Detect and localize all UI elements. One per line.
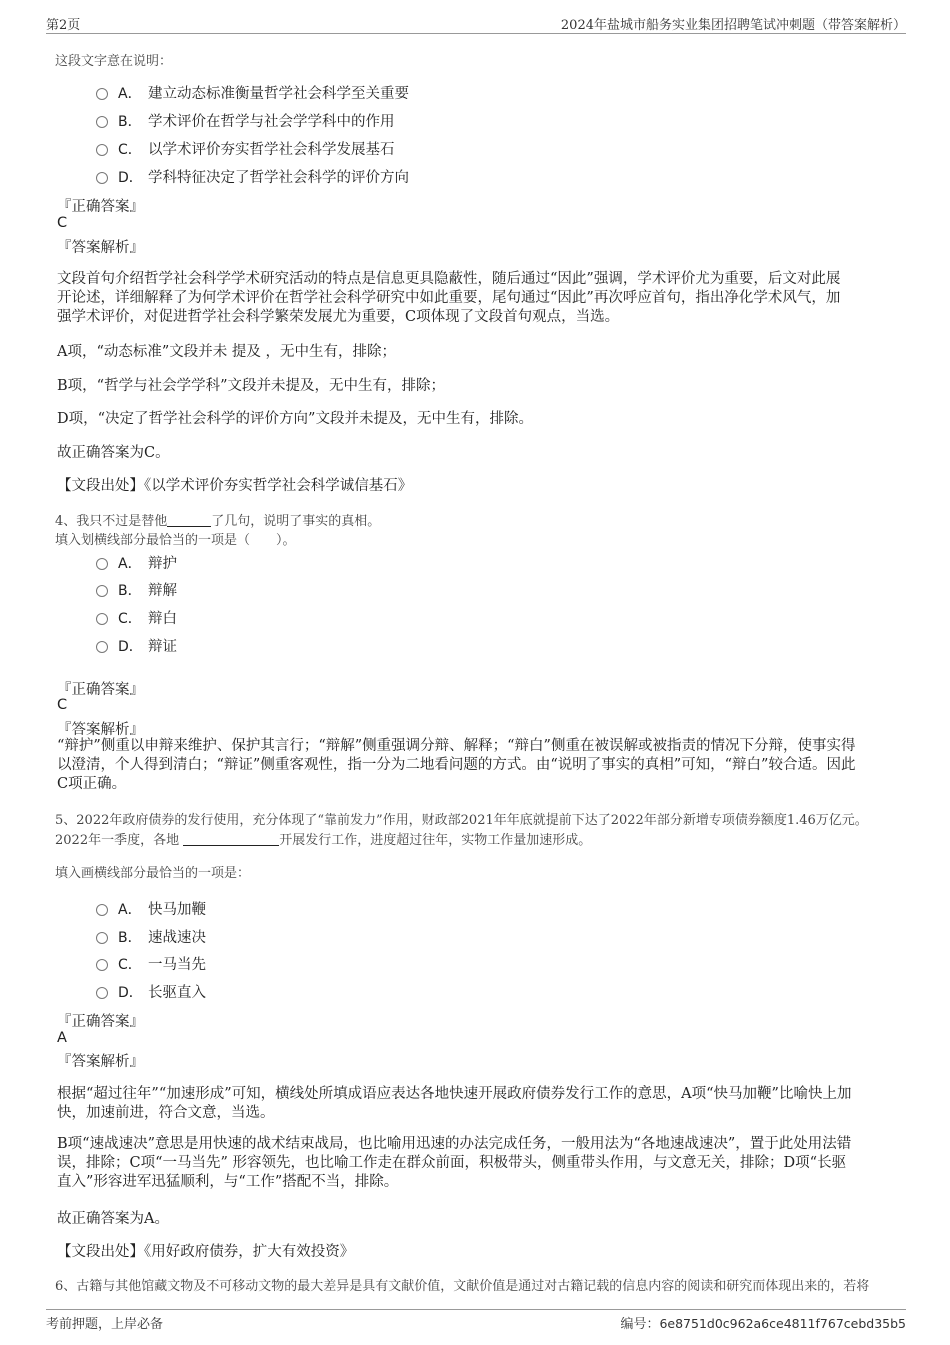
radio-icon[interactable] — [96, 172, 108, 184]
q5-option-a[interactable]: A． 快马加鞭 — [96, 898, 206, 919]
q4-option-a[interactable]: A． 辩护 — [96, 552, 177, 573]
q4-instruction: 填入划横线部分最恰当的一项是（ ）。 — [55, 533, 296, 548]
q3-answer: C — [57, 215, 68, 231]
q3-analysis-a: A项，“动态标准”文段并未 提及 ，无中生有，排除； — [57, 344, 397, 360]
q5-source: 【文段出处】《用好政府债券，扩大有效投资》 — [57, 1244, 355, 1260]
q5-stem-line2: 2022年一季度，各地 开展发行工作，进度超过往年，实物工作量加速形成。 — [55, 833, 592, 848]
q5-option-d[interactable]: D． 长驱直入 — [96, 981, 206, 1002]
q5-conclusion: 故正确答案为A。 — [57, 1211, 169, 1227]
radio-icon[interactable] — [96, 585, 108, 597]
q4-option-d[interactable]: D． 辩证 — [96, 635, 177, 656]
radio-icon[interactable] — [96, 116, 108, 128]
q5-analysis-label: 『答案解析』 — [57, 1054, 144, 1070]
q5-answer-label: 『正确答案』 — [57, 1014, 144, 1030]
q5-analysis-paragraph-2: B项“速战速决”意思是用快速的战术结束战局，也比喻用迅速的办法完成任务，一般用法为“各地速战速决”，置于此处用法错 误，排除；C项“一马当先” 形容领先，也比喻工作走在群众前面，积极带头，侧重带头作用，与文意无关，排除；D项“长驱 直入”形容进军迅猛顺利，与“工作”搭配不当，排除。 — [57, 1136, 852, 1190]
q4-option-b[interactable]: B． 辩解 — [96, 579, 177, 600]
radio-icon[interactable] — [96, 959, 108, 971]
page-number: 第2页 — [46, 18, 81, 33]
q3-answer-label: 『正确答案』 — [57, 199, 144, 215]
q3-option-c[interactable]: C． 以学术评价夯实哲学社会科学发展基石 — [96, 138, 395, 159]
q4-option-c[interactable]: C． 辩白 — [96, 607, 177, 628]
q3-conclusion: 故正确答案为C。 — [57, 445, 170, 461]
q5-option-b[interactable]: B． 速战速决 — [96, 926, 206, 947]
document-code: 编号：6e8751d0c962a6ce4811f767cebd35b5 — [620, 1316, 906, 1332]
q3-option-d[interactable]: D． 学科特征决定了哲学社会科学的评价方向 — [96, 166, 409, 187]
q4-analysis-label: 『答案解析』 — [57, 722, 144, 738]
q4-analysis-paragraph: “辩护”侧重以申辩来维护、保护其言行；“辩解”侧重强调分辩、解释；“辩白”侧重在被误解或被指责的情况下分辩，使事实得 以澄清，个人得到清白；“辩证”侧重客观性，指一分为二地看问题的方式。由“说明了事实的真相”可知，“辩白”较合适。因此 C项正确。 — [57, 738, 856, 792]
q3-analysis-paragraph: 文段首句介绍哲学社会科学学术研究活动的特点是信息更具隐蔽性，随后通过“因此”强调，学术评价尤为重要，后文对此展 开论述，详细解释了为何学术评价在哲学社会科学研究中如此重要，尾句通过“因此”再次呼应首句，指出净化学术风气，加 强学术评价，对促进哲学社会科学繁荣发展尤为重要，C项体现了文段首句观点，当选。 — [57, 271, 841, 325]
q4-answer-label: 『正确答案』 — [57, 682, 144, 698]
radio-icon[interactable] — [96, 613, 108, 625]
fill-blank — [183, 831, 279, 846]
q3-option-b[interactable]: B． 学术评价在哲学与社会学学科中的作用 — [96, 110, 395, 131]
q3-analysis-b: B项，“哲学与社会学学科”文段并未提及，无中生有，排除； — [57, 378, 445, 394]
q3-analysis-d: D项，“决定了哲学社会科学的评价方向”文段并未提及，无中生有，排除。 — [57, 411, 533, 427]
radio-icon[interactable] — [96, 144, 108, 156]
document-title: 2024年盐城市船务实业集团招聘笔试冲刺题（带答案解析） — [560, 18, 906, 33]
q5-answer: A — [57, 1030, 67, 1046]
radio-icon[interactable] — [96, 558, 108, 570]
q4-answer: C — [57, 697, 68, 713]
q3-stem: 这段文字意在说明： — [55, 54, 173, 69]
q5-stem-line1: 5、2022年政府债券的发行使用，充分体现了“靠前发力”作用，财政部2021年年底就提前下达了2022年部分新增专项债券额度1.46万亿元。 — [55, 813, 868, 828]
q4-stem: 4、我只不过是替他 了几句，说明了事实的真相。 — [55, 514, 381, 529]
q6-stem-line1: 6、古籍与其他馆藏文物及不可移动文物的最大差异是具有文献价值，文献价值是通过对古籍记载的信息内容的阅读和研究而体现出来的，若将 — [55, 1279, 870, 1294]
footer-slogan: 考前押题，上岸必备 — [46, 1317, 164, 1332]
radio-icon[interactable] — [96, 987, 108, 999]
q5-instruction: 填入画横线部分最恰当的一项是： — [55, 866, 251, 881]
radio-icon[interactable] — [96, 88, 108, 100]
q3-option-a[interactable]: A． 建立动态标准衡量哲学社会科学至关重要 — [96, 82, 409, 103]
radio-icon[interactable] — [96, 904, 108, 916]
radio-icon[interactable] — [96, 932, 108, 944]
q5-option-c[interactable]: C． 一马当先 — [96, 953, 206, 974]
q3-source: 【文段出处】《以学术评价夯实哲学社会科学诚信基石》 — [57, 478, 413, 494]
header-divider — [46, 33, 906, 34]
footer-divider — [46, 1309, 906, 1310]
fill-blank — [167, 512, 211, 527]
q5-analysis-paragraph-1: 根据“超过往年”“加速形成”可知，横线处所填成语应表达各地快速开展政府债券发行工作的意思，A项“快马加鞭”比喻快上加 快，加速前进，符合文意，当选。 — [57, 1086, 852, 1121]
radio-icon[interactable] — [96, 641, 108, 653]
q3-analysis-label: 『答案解析』 — [57, 240, 144, 256]
